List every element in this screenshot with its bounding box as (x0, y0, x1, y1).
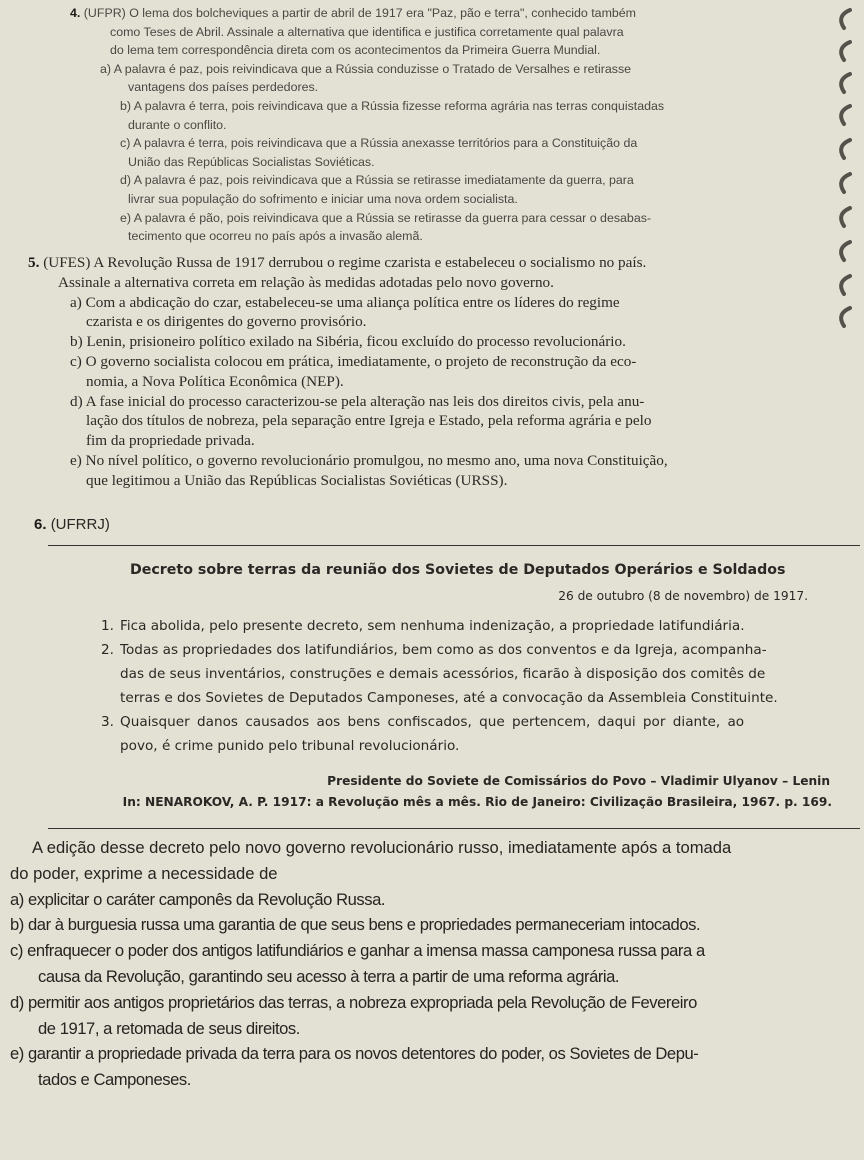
question-6-source: (UFRRJ) (50, 516, 110, 533)
decree-reference: In: NENAROKOV, A. P. 1917: a Revolução mês a mês. Rio de Janeiro: Civilização Brasileira, 1967. p. 169. (122, 795, 832, 809)
question-6-option-e[interactable]: e) garantir a propriedade privada da terra para os novos detentores do poder, os Sovietes de Depu- (10, 1044, 699, 1064)
question-4-option-b-cont: durante o conflito. (128, 117, 227, 132)
decree-item-1: 1. Fica abolida, pelo presente decreto, sem nenhuma indenização, a propriedade latifundiária. (101, 618, 745, 634)
spiral-binding-icon (820, 0, 864, 330)
question-4-option-d-cont: livrar sua população do sofrimento e iniciar uma nova ordem socialista. (128, 191, 518, 206)
question-6-header (34, 516, 110, 533)
decree-items (103, 614, 843, 758)
question-6-option-e-cont: tados e Camponeses. (38, 1070, 191, 1090)
question-5-option-b[interactable]: b) Lenin, prisioneiro político exilado na Sibéria, ficou excluído do processo revolucionário. (70, 333, 626, 351)
question-4-option-d[interactable]: d) A palavra é paz, pois reivindicava que a Rússia se retirasse imediatamente da guerra, para (120, 173, 634, 188)
question-5-option-a-cont: czarista e os dirigentes do governo provisório. (86, 313, 367, 331)
question-6-number: 6. (34, 516, 47, 533)
question-6-option-d-cont: de 1917, a retomada de seus direitos. (38, 1018, 300, 1038)
question-6-option-d[interactable]: d) permitir aos antigos proprietários das terras, a nobreza expropriada pela Revolução de Fevereiro (10, 992, 697, 1012)
question-5-option-e-cont: que legitimou a União das Repúblicas Socialistas Soviéticas (URSS). (86, 471, 508, 489)
question-6-option-a[interactable]: a) explicitar o caráter camponês da Revolução Russa. (10, 889, 386, 909)
question-6 (10, 835, 731, 1093)
question-5-stem-line-2: Assinale a alternativa correta em relação às medidas adotadas pelo novo governo. (58, 273, 554, 291)
question-4-option-c[interactable]: c) A palavra é terra, pois reivindicava que a Rússia anexasse territórios para a Constituição da (120, 136, 638, 151)
decree-title: Decreto sobre terras da reunião dos Sovietes de Deputados Operários e Soldados (130, 562, 786, 578)
question-4-stem-line-3: do lema tem correspondência direta com os acontecimentos da Primeira Guerra Mundial. (110, 43, 601, 58)
question-4-option-a-cont: vantagens dos países perdedores. (128, 80, 319, 95)
question-4-option-c-cont: União das Repúblicas Socialistas Soviéticas. (128, 154, 375, 169)
decree-excerpt-box (48, 545, 860, 829)
question-5-option-c[interactable]: c) O governo socialista colocou em prática, imediatamente, o projeto de reconstrução da eco- (70, 352, 637, 370)
question-6-option-b[interactable]: b) dar à burguesia russa uma garantia de que seus bens e propriedades permaneceriam intocados. (10, 915, 701, 935)
question-5-option-e[interactable]: e) No nível político, o governo revolucionário promulgou, no mesmo ano, uma nova Constituição, (70, 451, 668, 469)
question-5-option-d-cont-1: lação dos títulos de nobreza, pela separação entre Igreja e Estado, pela reforma agrária e pelo (86, 412, 652, 430)
question-6-stem-line-2: do poder, exprime a necessidade de (10, 863, 278, 883)
question-4-option-b[interactable]: b) A palavra é terra, pois reivindicava que a Rússia fizesse reforma agrária nas terras conquistadas (120, 98, 665, 113)
decree-date: 26 de outubro (8 de novembro) de 1917. (558, 589, 808, 603)
question-5 (28, 253, 668, 491)
decree-item-2: 2. Todas as propriedades dos latifundiários, bem como as dos conventos e da Igreja, acompanha- das de seus inventários, construções e demais acessórios, ficarão à disposição dos comitês de terras e dos Sovietes de Deputados Camponeses, até a convocação da Assembleia Constituinte. (101, 642, 778, 706)
question-4 (70, 4, 664, 246)
question-5-number: 5. (28, 254, 40, 271)
question-6-option-c[interactable]: c) enfraquecer o poder dos antigos latifundiários e ganhar a imensa massa camponesa russa para a (10, 941, 705, 961)
question-5-option-d-cont-2: fim da propriedade privada. (86, 432, 255, 450)
decree-item-3: 3. Quaisquer danos causados aos bens confiscados, que pertencem, daqui por diante, ao povo, é crime punido pelo tribunal revolucionário. (101, 714, 745, 754)
question-4-number: 4. (70, 6, 81, 20)
question-6-option-c-cont: causa da Revolução, garantindo seu acesso à terra a partir de uma reforma agrária. (38, 966, 620, 986)
decree-signature: Presidente do Soviete de Comissários do Povo – Vladimir Ulyanov – Lenin (327, 774, 830, 788)
question-5-option-c-cont: nomia, a Nova Política Econômica (NEP). (86, 372, 344, 390)
question-5-stem-line-1: 5. (UFES) A Revolução Russa de 1917 derrubou o regime czarista e estabeleceu o socialismo no país. (28, 254, 647, 271)
question-4-option-e[interactable]: e) A palavra é pão, pois reivindicava que a Rússia se retirasse da guerra para cessar o desabas- (120, 210, 652, 225)
question-4-option-a[interactable]: a) A palavra é paz, pois reivindicava que a Rússia conduzisse o Tratado de Versalhes e retirasse (100, 61, 632, 76)
question-4-stem-line-1: 4. (UFPR) O lema dos bolcheviques a partir de abril de 1917 era "Paz, pão e terra", conhecido também (70, 6, 636, 20)
question-4-stem-line-2: como Teses de Abril. Assinale a alternativa que identifica e justifica corretamente qual palavra (110, 24, 624, 39)
question-5-option-a[interactable]: a) Com a abdicação do czar, estabeleceu-se uma aliança política entre os líderes do regime (70, 293, 620, 311)
question-4-option-e-cont: tecimento que ocorreu no país após a invasão alemã. (128, 229, 423, 244)
question-6-stem-line-1: A edição desse decreto pelo novo governo revolucionário russo, imediatamente após a tomada (32, 838, 732, 857)
question-5-option-d[interactable]: d) A fase inicial do processo caracterizou-se pela alteração nas leis dos direitos civis, pela anu- (70, 392, 645, 410)
